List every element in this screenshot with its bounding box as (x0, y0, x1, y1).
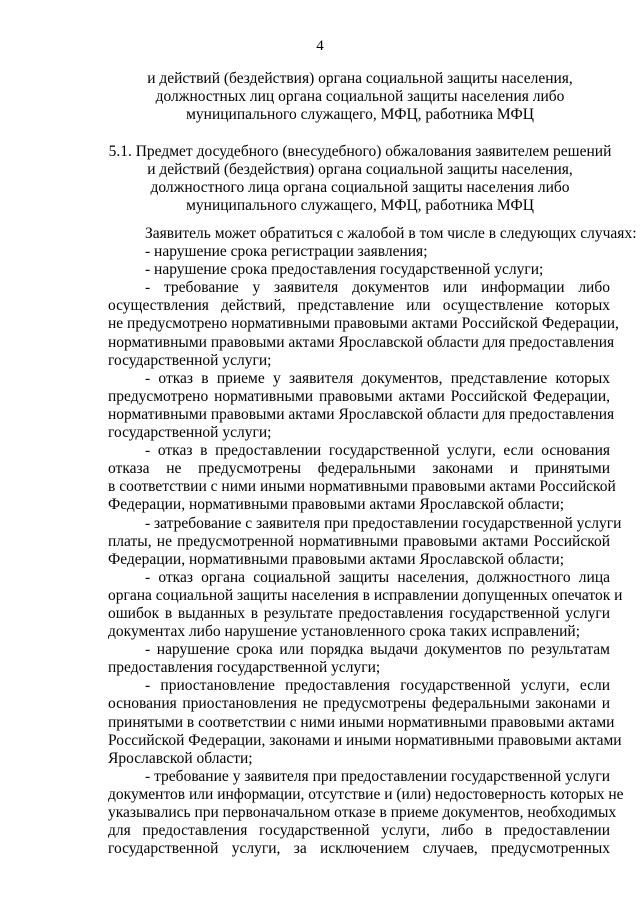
paragraph-line: нормативными правовыми актами Ярославской области для предоставления (108, 333, 615, 351)
paragraph-line: государственной услуги; (108, 424, 272, 442)
paragraph (108, 677, 622, 767)
paragraph-line: Ярославской области; (108, 749, 253, 767)
paragraph (108, 279, 619, 369)
paragraph-line: указывались при первоначальном отказе в приеме документов, необходимых (108, 804, 617, 821)
paragraph-line: документов или информации, отсутствие и (или) недостоверность которых не (108, 785, 624, 803)
paragraph-line: Федерации, нормативными правовыми актами Ярославской области; (108, 550, 565, 568)
paragraph-line: - отказ в предоставлении государственной услуги, если основания (145, 442, 610, 460)
paragraph-line: предоставления государственной услуги; (108, 659, 381, 677)
page-number: 4 (316, 38, 324, 54)
body-text (108, 225, 637, 858)
paragraph (108, 767, 624, 858)
paragraph-line: - нарушение срока или порядка выдачи документов по результатам (145, 641, 610, 659)
paragraph (108, 442, 616, 514)
heading-line: должностных лиц органа социальной защиты населения либо (155, 88, 565, 105)
paragraph-line: органа социальной защиты населения в исправлении допущенных опечаток и (108, 586, 623, 604)
heading-line: муниципального служащего, МФЦ, работника МФЦ (186, 106, 534, 123)
paragraph-line: ошибок в выданных в результате предоставления государственной услуги (108, 604, 610, 622)
heading-line: муниципального служащего, МФЦ, работника МФЦ (186, 197, 534, 214)
paragraph-line: - нарушение срока предоставления государственной услуги; (145, 261, 544, 279)
heading-line: должностного лица органа социальной защиты населения либо (150, 179, 570, 196)
paragraph-line: для предоставления государственной услуги, либо в предоставлении (108, 822, 610, 840)
paragraph-line: в соответствии с ними иными нормативными правовыми актами Российской (108, 478, 616, 496)
paragraph (108, 243, 610, 261)
paragraph-line: документах либо нарушение установленного срока таких исправлений; (108, 623, 581, 641)
paragraph-line: принятыми в соответствии с ними иными нормативными правовыми актами (108, 713, 615, 731)
paragraph-line: - отказ в приеме у заявителя документов, представление которых (145, 369, 610, 387)
section-heading (104, 143, 616, 215)
paragraph (108, 369, 615, 442)
paragraph-line: государственной услуги, за исключением случаев, предусмотренных (108, 840, 610, 858)
paragraph-line: - нарушение срока регистрации заявления; (145, 243, 428, 261)
heading-line: и действий (бездействия) органа социальной защиты населения, (147, 161, 573, 178)
paragraph-line: Российской Федерации, законами и иными нормативными правовыми актами (108, 731, 622, 749)
heading-continuation (104, 70, 616, 124)
paragraph (108, 568, 623, 641)
paragraph (108, 641, 610, 677)
paragraph-line: - требование у заявителя документов или информации либо (145, 279, 610, 297)
heading-line: и действий (бездействия) органа социальной защиты населения, (147, 70, 573, 87)
paragraph-line: Федерации, нормативными правовыми актами Ярославской области; (108, 496, 565, 514)
paragraph-line: - отказ органа социальной защиты населения, должностного лица (145, 568, 610, 586)
paragraph (108, 225, 637, 243)
paragraph-line: государственной услуги; (108, 351, 272, 369)
paragraph-line: отказа не предусмотрены федеральными законами и принятыми (108, 460, 610, 478)
paragraph (108, 261, 610, 279)
heading-line: 5.1. Предмет досудебного (внесудебного) обжалования заявителем решений (108, 143, 612, 160)
paragraph-line: нормативными правовыми актами Ярославской области для предоставления (108, 405, 615, 423)
paragraph-line: - приостановление предоставления государственной услуги, если (145, 677, 610, 695)
paragraph-line: - затребование с заявителя при предоставлении государственной услуги (145, 514, 622, 532)
paragraph-line: осуществления действий, представление или осуществление которых (108, 297, 610, 315)
paragraph-line: Заявитель может обратиться с жалобой в том числе в следующих случаях: (145, 225, 637, 242)
paragraph-line: предусмотрено нормативными правовыми актами Российской Федерации, (108, 387, 610, 405)
paragraph-line: основания приостановления не предусмотрены федеральными законами и (108, 695, 610, 713)
paragraph-line: платы, не предусмотренной нормативными правовыми актами Российской (108, 532, 610, 550)
paragraph-line: - требование у заявителя при предоставлении государственной услуги (145, 767, 610, 785)
paragraph (108, 514, 622, 569)
paragraph-line: не предусмотрено нормативными правовыми актами Российской Федерации, (108, 315, 619, 333)
